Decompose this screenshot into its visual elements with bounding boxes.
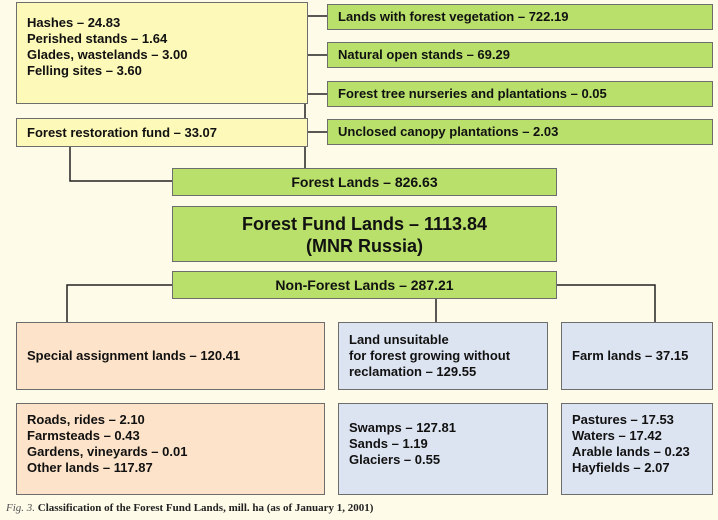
- glaciers-item: Glaciers – 0.55: [349, 452, 441, 467]
- forest-losses-box: [16, 2, 308, 104]
- pastures-item: Pastures – 17.53: [572, 412, 674, 427]
- unclosed-canopy-label: Unclosed canopy plantations – 2.03: [338, 124, 559, 139]
- farm-details-box: [561, 403, 713, 495]
- special-assignment-label: Special assignment lands – 120.41: [27, 348, 241, 363]
- glades-wastelands-item: Glades, wastelands – 3.00: [27, 47, 188, 62]
- felling-sites-item: Felling sites – 3.60: [27, 63, 142, 78]
- swamps-item: Swamps – 127.81: [349, 420, 456, 435]
- connector-special: [67, 285, 172, 322]
- nurseries-plantations-box: [327, 81, 713, 107]
- special-details-box: [16, 403, 325, 495]
- forest-restoration-fund-box: [16, 118, 308, 147]
- non-forest-lands-box: [172, 271, 557, 299]
- sands-item: Sands – 1.19: [349, 436, 428, 451]
- farm-lands-box: [561, 322, 713, 390]
- farmsteads-item: Farmsteads – 0.43: [27, 428, 140, 443]
- unsuitable-land-box: [338, 322, 548, 390]
- forest-fund-lands-box: [172, 206, 557, 262]
- waters-item: Waters – 17.42: [572, 428, 662, 443]
- figure-label: Fig. 3.: [6, 502, 36, 514]
- forest-vegetation-box: [327, 4, 713, 30]
- gardens-vineyards-item: Gardens, vineyards – 0.01: [27, 444, 188, 459]
- figure-caption-text: Classification of the Forest Fund Lands, mill. ha (as of January 1, 2001): [37, 502, 374, 514]
- forest-restoration-fund-label: Forest restoration fund – 33.07: [27, 124, 217, 140]
- unsuitable-label-line-3: reclamation – 129.55: [349, 364, 477, 379]
- unsuitable-label-line-1: Land unsuitable: [349, 332, 449, 347]
- connector-restoration-to-forest-lands: [70, 147, 172, 181]
- forest-lands-label: Forest Lands – 826.63: [291, 174, 438, 190]
- figure-caption: [6, 502, 373, 514]
- other-lands-item: Other lands – 117.87: [27, 460, 153, 475]
- perished-stands-item: Perished stands – 1.64: [27, 31, 168, 46]
- unsuitable-label-line-2: for forest growing without: [349, 348, 511, 363]
- natural-open-stands-box: [327, 42, 713, 68]
- connector-farm: [557, 285, 655, 322]
- special-assignment-box: [16, 322, 325, 390]
- non-forest-lands-label: Non-Forest Lands – 287.21: [275, 277, 454, 293]
- forest-lands-box: [172, 168, 557, 196]
- hashes-item: Hashes – 24.83: [27, 15, 121, 30]
- unsuitable-details-box: [338, 403, 548, 495]
- forest-fund-lands-title: Forest Fund Lands – 1113.84: [241, 214, 488, 234]
- hayfields-item: Hayfields – 2.07: [572, 460, 670, 475]
- forest-vegetation-label: Lands with forest vegetation – 722.19: [338, 9, 569, 24]
- nurseries-plantations-label: Forest tree nurseries and plantations – 0.05: [338, 86, 607, 101]
- arable-lands-item: Arable lands – 0.23: [572, 444, 690, 459]
- natural-open-stands-label: Natural open stands – 69.29: [338, 47, 510, 62]
- farm-lands-label: Farm lands – 37.15: [572, 348, 689, 363]
- unclosed-canopy-box: [327, 119, 713, 145]
- roads-rides-item: Roads, rides – 2.10: [27, 412, 145, 427]
- forest-fund-lands-subtitle: (MNR Russia): [305, 236, 423, 256]
